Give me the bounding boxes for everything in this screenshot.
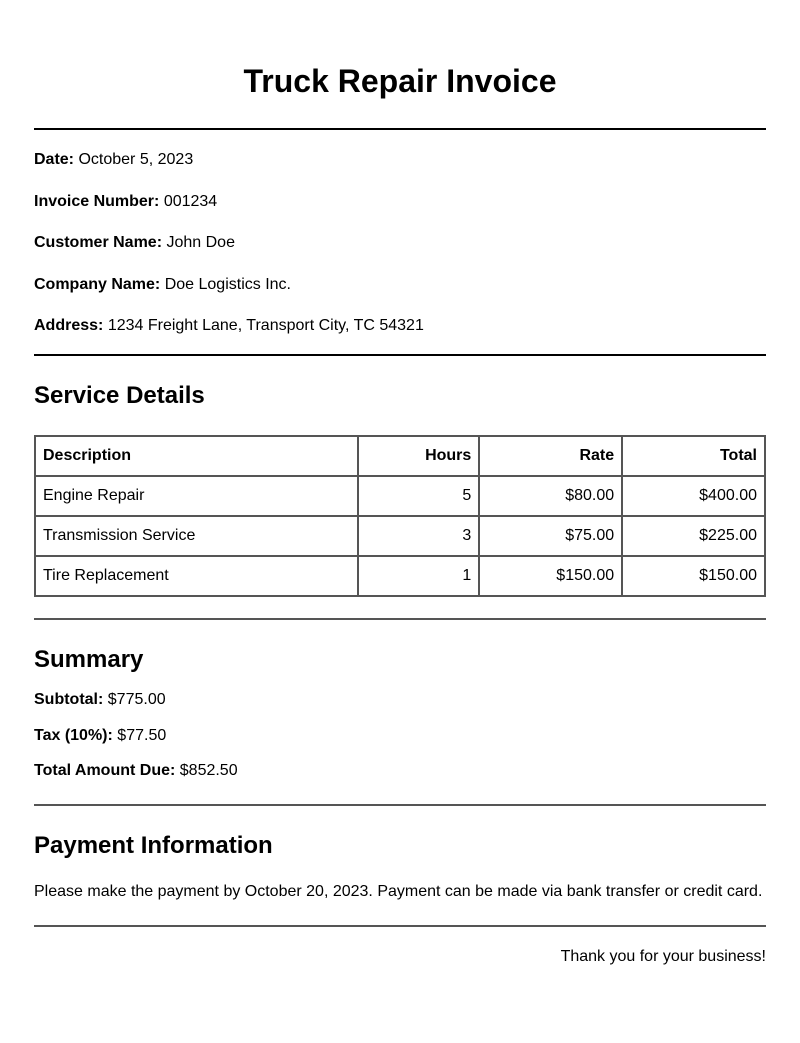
table-cell: $150.00 bbox=[622, 556, 765, 596]
column-header: Rate bbox=[479, 436, 622, 476]
table-cell: Transmission Service bbox=[35, 516, 358, 556]
table-cell: $400.00 bbox=[622, 476, 765, 516]
thank-you-note: Thank you for your business! bbox=[560, 948, 766, 965]
invoice-number-row bbox=[34, 192, 766, 212]
date-value: October 5, 2023 bbox=[78, 151, 194, 168]
table-cell: 1 bbox=[358, 556, 479, 596]
invoice-number-value: 001234 bbox=[163, 193, 218, 210]
summary-heading: Summary bbox=[34, 646, 144, 673]
column-header: Hours bbox=[358, 436, 479, 476]
column-header: Description bbox=[35, 436, 358, 476]
service-details-heading: Service Details bbox=[34, 382, 205, 409]
subtotal-label: Subtotal: bbox=[34, 691, 104, 708]
table-cell: $225.00 bbox=[622, 516, 765, 556]
table-cell: $150.00 bbox=[479, 556, 622, 596]
page-title: Truck Repair Invoice bbox=[243, 63, 557, 99]
address-value: 1234 Freight Lane, Transport City, TC 54321 bbox=[107, 317, 424, 334]
table-row bbox=[35, 476, 765, 516]
company-name-label: Company Name: bbox=[34, 276, 161, 293]
date-label: Date: bbox=[34, 151, 75, 168]
customer-name-row bbox=[34, 233, 766, 253]
subtotal-row bbox=[34, 690, 766, 710]
services-table bbox=[34, 435, 766, 597]
tax-row bbox=[34, 726, 766, 746]
table-cell: $75.00 bbox=[479, 516, 622, 556]
table-cell: $80.00 bbox=[479, 476, 622, 516]
tax-label: Tax (10%): bbox=[34, 727, 113, 744]
table-header-row bbox=[35, 436, 765, 476]
total-due-row bbox=[34, 761, 766, 781]
table-row bbox=[35, 516, 765, 556]
invoice-number-label: Invoice Number: bbox=[34, 193, 160, 210]
table-cell: Tire Replacement bbox=[35, 556, 358, 596]
address-label: Address: bbox=[34, 317, 104, 334]
subtotal-value: $775.00 bbox=[107, 691, 166, 708]
customer-name-value: John Doe bbox=[166, 234, 235, 251]
company-name-row bbox=[34, 275, 766, 295]
table-cell: 3 bbox=[358, 516, 479, 556]
address-row bbox=[34, 316, 766, 336]
payment-text: Please make the payment by October 20, 2023. Payment can be made via bank transfer or credit card. bbox=[34, 883, 763, 900]
total-due-label: Total Amount Due: bbox=[34, 762, 176, 779]
company-name-value: Doe Logistics Inc. bbox=[164, 276, 291, 293]
column-header: Total bbox=[622, 436, 765, 476]
table-cell: 5 bbox=[358, 476, 479, 516]
tax-value: $77.50 bbox=[117, 727, 167, 744]
date-row bbox=[34, 150, 766, 170]
table-cell: Engine Repair bbox=[35, 476, 358, 516]
table-row bbox=[35, 556, 765, 596]
invoice-page bbox=[34, 0, 766, 967]
payment-heading: Payment Information bbox=[34, 832, 273, 859]
customer-name-label: Customer Name: bbox=[34, 234, 163, 251]
total-due-value: $852.50 bbox=[179, 762, 238, 779]
